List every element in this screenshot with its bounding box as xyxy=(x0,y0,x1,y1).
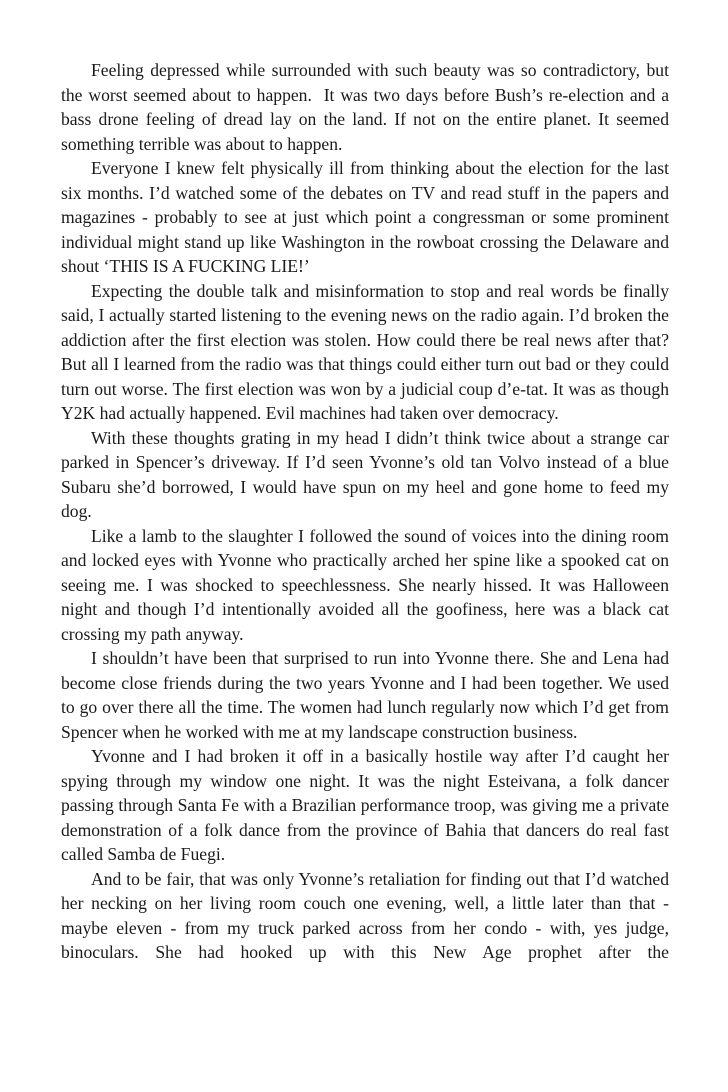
paragraph: Feeling depressed while surrounded with such beauty was so contradictory, but the worst seemed about to happen. It was two days before Bush’s re-election and a bass drone feeling of dread lay on the land. If not on the entire planet. It seemed something terrible was about to happen. xyxy=(61,60,674,154)
paragraph: I shouldn’t have been that surprised to run into Yvonne there. She and Lena had become close friends during the two years Yvonne and I had been together. We used to go over there all the time. The women had lunch regularly now which I’d get from Spencer when he worked with me at my landscape construction business. xyxy=(61,648,674,742)
paragraph: Everyone I knew felt physically ill from thinking about the election for the last six months. I’d watched some of the debates on TV and read stuff in the papers and magazines - probably to see at just which point a congressman or some prominent individual might stand up like Washington in the rowboat crossing the Delaware and shout ‘THIS IS A FUCKING LIE!’ xyxy=(61,158,674,276)
paragraph: And to be fair, that was only Yvonne’s retaliation for finding out that I’d watched her necking on her living room couch one evening, well, a little later than that - maybe eleven - from my truck parked across from her condo - with, yes judge, binoculars. She had hooked up with this New Age prophet after the xyxy=(61,868,674,962)
paragraph: Yvonne and I had broken it off in a basically hostile way after I’d caught her spying through my window one night. It was the night Esteivana, a folk dancer passing through Santa Fe with a Brazilian performance troop, was giving me a private demonstration of a folk dance from the province of Bahia that dancers do real fast called Samba de Fuegi. xyxy=(61,746,674,864)
paragraph: Expecting the double talk and misinformation to stop and real words be finally said, I actually started listening to the evening news on the radio again. I’d broken the addiction after the first election was stolen. How could there be real news after that? But all I learned from the radio was that things could either turn out bad or they could turn out worse. The first election was won by a judicial coup d’e-tat. It was as though Y2K had actually happened. Evil machines had taken over democracy. xyxy=(61,280,674,423)
paragraph: Like a lamb to the slaughter I followed the sound of voices into the dining room and locked eyes with Yvonne who practically arched her spine like a spooked cat on seeing me. I was shocked to speechlessness. She nearly hissed. It was Halloween night and though I’d intentionally avoided all the goofiness, here was a black cat crossing my path anyway. xyxy=(61,525,674,644)
paragraph: With these thoughts grating in my head I didn’t think twice about a strange car parked in Spencer’s driveway. If I’d seen Yvonne’s old tan Volvo instead of a blue Subaru she’d borrowed, I would have spun on my heel and gone home to feed my dog. xyxy=(61,427,674,521)
